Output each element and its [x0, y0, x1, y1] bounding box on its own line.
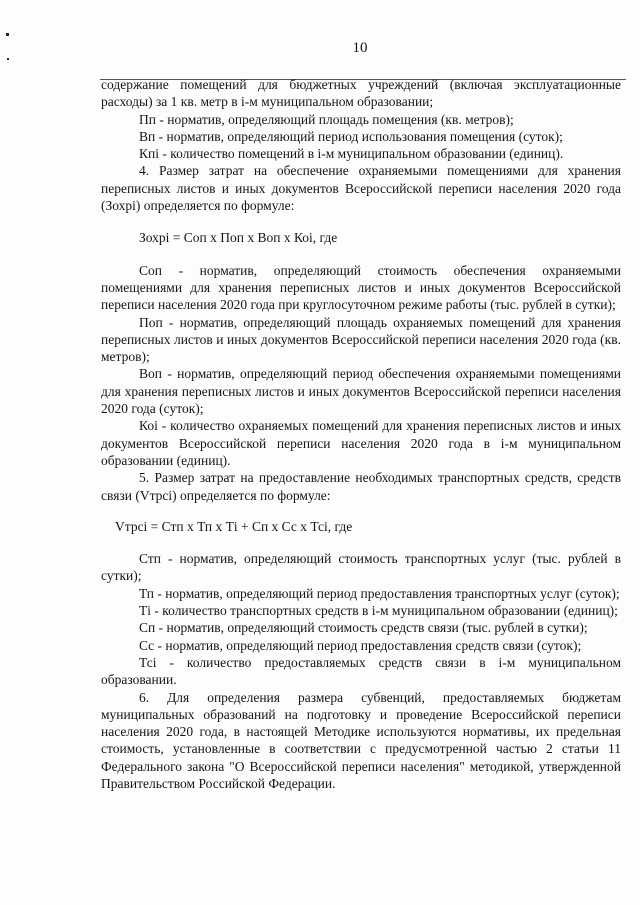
formula: Vтрсi = Стп х Тп х Тi + Сп х Сс х Тсi, где: [115, 518, 353, 534]
paragraph: Коi - количество охраняемых помещений для хранения переписных листов и иных документов Всероссийской переписи населения 2020 года в i-м муниципальном образовании (единиц).: [101, 418, 621, 468]
paragraph: Тсi - количество предоставляемых средств связи в i-м муниципальном образовании.: [101, 654, 621, 688]
document-body: [101, 76, 621, 792]
paragraph: Стп - норматив, определяющий стоимость транспортных услуг (тыс. рублей в сутки);: [101, 551, 621, 584]
paragraph: Воп - норматив, определяющий период обеспечения охраняемыми помещениями для хранения переписных листов и иных документов Всероссийской переписи населения 2020 года (суток);: [101, 366, 621, 417]
paragraph: Поп - норматив, определяющий площадь охраняемых помещений для хранения переписных листов и иных документов Всероссийской переписи населения 2020 года (кв. метров);: [101, 314, 621, 365]
paragraph: Вп - норматив, определяющий период использования помещения (суток);: [139, 128, 563, 144]
paragraph: содержание помещений для бюджетных учреждений (включая эксплуатационные расходы) за 1 кв. метр в i-м муниципальном образовании;: [101, 77, 621, 110]
paragraph: Тi - количество транспортных средств в i-м муниципальном образовании (единиц);: [139, 603, 618, 619]
page-number: 10: [352, 40, 368, 56]
paragraph: 6. Для определения размера субвенций, предоставляемых бюджетам муниципальных образований на подготовку и проведение Всероссийской переписи населения 2020 года, в настоящей Методике используются нормативы, их предельная стоимость, установленные в соответствии с предусмотренной частью 2 статьи 11 Федерального закона "О Всероссийской переписи населения" методикой, утвержденной Правительством Российской Федерации.: [101, 689, 621, 791]
formula: Зохрi = Соп х Поп х Воп х Коi, где: [139, 230, 338, 246]
paragraph: Пп - норматив, определяющий площадь помещения (кв. метров);: [139, 111, 514, 127]
paragraph: Сп - норматив, определяющий стоимость средств связи (тыс. рублей в сутки);: [139, 620, 588, 636]
scan-mark: [6, 33, 9, 36]
paragraph: Кпi - количество помещений в i-м муниципальном образовании (единиц).: [139, 146, 564, 162]
paragraph: Соп - норматив, определяющий стоимость обеспечения охраняемыми помещениями для хранения переписных листов и иных документов Всероссийской переписи населения 2020 года при круглосуточном режиме работы (тыс. рублей в сутки);: [101, 262, 621, 313]
paragraph: 4. Размер затрат на обеспечение охраняемыми помещениями для хранения переписных листов и иных документов Всероссийской переписи населения 2020 года (Зохрi) определяется по формуле:: [101, 163, 621, 214]
scan-mark: [7, 58, 9, 60]
paragraph: 5. Размер затрат на предоставление необходимых транспортных средств, средств связи (Vтрсi) определяется по формуле:: [101, 470, 621, 503]
paragraph: Сс - норматив, определяющий период предоставления средств связи (суток);: [139, 637, 582, 653]
paragraph: Тп - норматив, определяющий период предоставления транспортных услуг (суток);: [139, 585, 620, 601]
